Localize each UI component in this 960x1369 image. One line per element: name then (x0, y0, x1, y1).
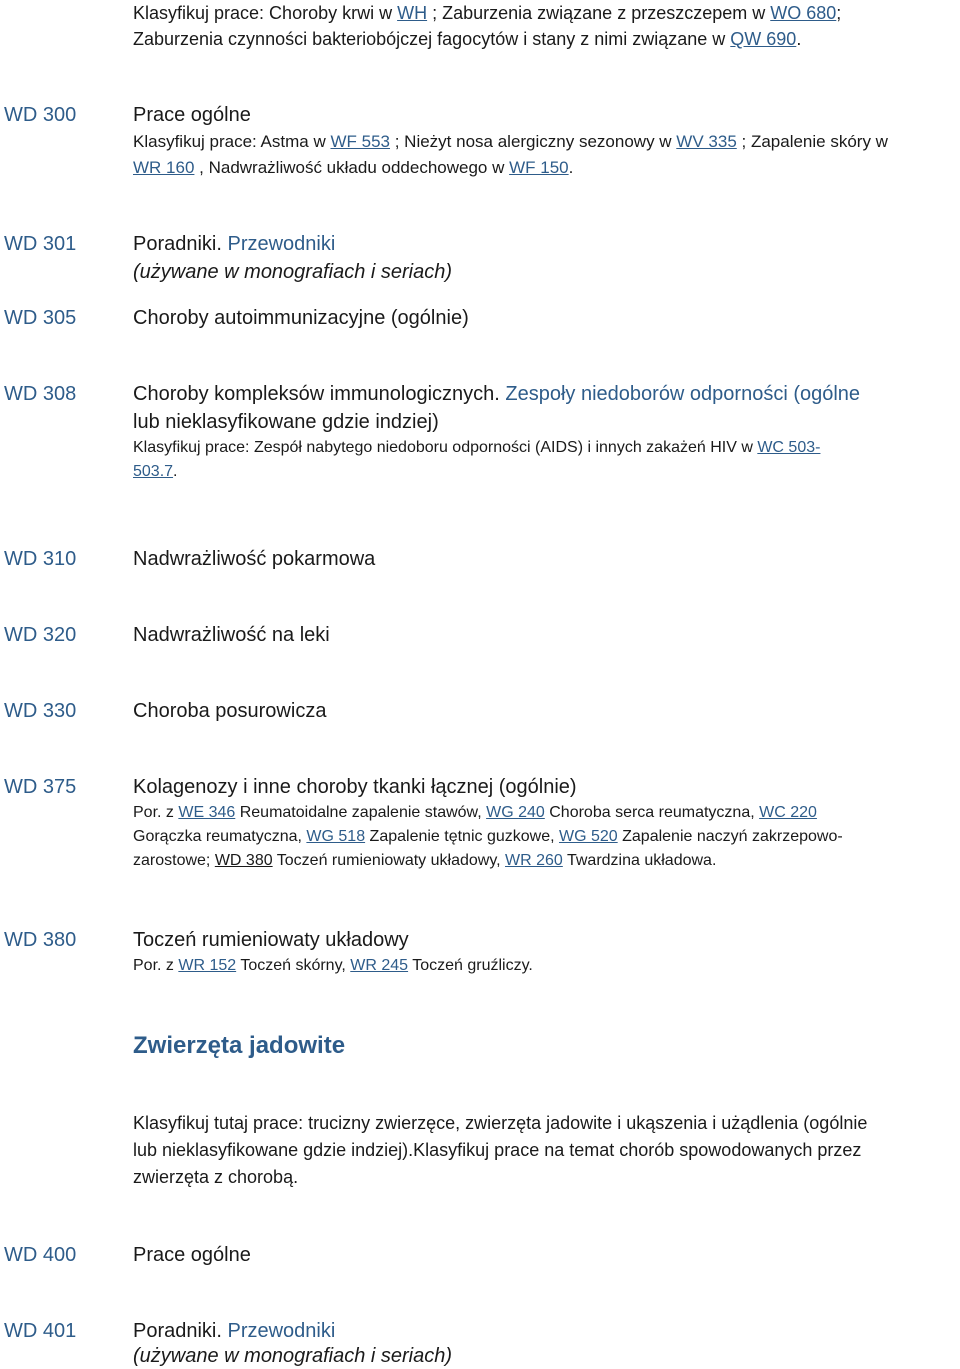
link-wh[interactable]: WH (397, 3, 428, 23)
class-code-wd375: WD 375 (4, 776, 77, 798)
section-heading: Zwierzęta jadowite (133, 1032, 346, 1059)
entry-wd400 (133, 1243, 958, 1267)
entry-wd380 (133, 928, 958, 978)
entry-wd300 (133, 103, 958, 181)
link-wo-680[interactable]: WO 680 (770, 3, 837, 23)
entry-title-line2: lub nieklasyfikowane gdzie indziej) (133, 411, 439, 433)
entry-note: Klasyfikuj prace: Astma w WF 553 ; Nieżyt nosa alergiczny sezonowy w WV 335 ; Zapalenie skóry w WR 160 , Nadwrażliwość układu oddechowego w WF 150. (133, 132, 888, 177)
entry-wd375 (133, 775, 958, 873)
note-text: Zaburzenia czynności bakteriobójczej fagocytów i stany z nimi związane w (133, 29, 731, 49)
entry-title: Poradniki. Przewodniki (133, 233, 336, 255)
link-wc-503-7[interactable]: 503.7 (133, 463, 174, 480)
entry-wd301 (133, 232, 958, 284)
class-code-wd310: WD 310 (4, 548, 77, 570)
note-line (133, 26, 958, 52)
link-wg-518[interactable]: WG 518 (306, 828, 366, 845)
entry-title: Prace ogólne (133, 1244, 251, 1266)
link-wd-380[interactable]: WD 380 (214, 852, 273, 869)
entry-wd401 (133, 1319, 958, 1368)
entry-title: Choroba posurowicza (133, 700, 327, 722)
link-wr-152[interactable]: WR 152 (178, 957, 237, 974)
link-wr-160[interactable]: WR 160 (133, 158, 195, 177)
link-we-346[interactable]: WE 346 (178, 804, 236, 821)
link-wc-220[interactable]: WC 220 (759, 804, 817, 821)
class-code-wd301: WD 301 (4, 233, 77, 255)
entry-title: Choroby autoimmunizacyjne (ogólnie) (133, 307, 469, 329)
link-wg-520[interactable]: WG 520 (558, 828, 618, 845)
entry-subtitle: (używane w monografiach i seriach) (133, 261, 453, 283)
link-qw-690[interactable]: QW 690 (730, 29, 797, 49)
section-description: Klasyfikuj tutaj prace: trucizny zwierzęce, zwierzęta jadowite i ukąszenia i użądlenia (ogólnie lub nieklasyfikowane gdzie indziej).Klasyfikuj prace na temat chorób spowodowanych przez zwierzęta z chorobą. (133, 1113, 868, 1187)
entry-title: Kolagenozy i inne choroby tkanki łącznej (ogólnie) (133, 776, 577, 798)
note-text: . (796, 29, 802, 49)
class-code-wd305: WD 305 (4, 307, 77, 329)
entry-wd310 (133, 547, 958, 571)
note-line (133, 0, 958, 26)
link-wf-553[interactable]: WF 553 (330, 132, 390, 151)
entry-note: Klasyfikuj prace: Zespół nabytego niedoboru odporności (AIDS) i innych zakażeń HIV w WC 503- 503.7. (133, 439, 821, 480)
entry-note: Por. z WR 152 Toczeń skórny, WR 245 Toczeń gruźliczy. (133, 957, 533, 974)
class-code-wd400: WD 400 (4, 1244, 77, 1266)
link-wf-150[interactable]: WF 150 (509, 158, 569, 177)
class-code-wd330: WD 330 (4, 700, 77, 722)
continuation-note (133, 0, 958, 52)
entry-title: Nadwrażliwość na leki (133, 624, 330, 646)
entry-wd330 (133, 699, 958, 723)
entry-wd305 (133, 306, 958, 330)
entry-title: Toczeń rumieniowaty układowy (133, 929, 409, 951)
entry-wd320 (133, 623, 958, 647)
entry-wd308 (133, 382, 958, 484)
entry-subtitle: (używane w monografiach i seriach) (133, 1345, 453, 1367)
class-code-wd300: WD 300 (4, 104, 77, 126)
class-code-wd380: WD 380 (4, 929, 77, 951)
note-text: ; Zaburzenia związane z przeszczepem w (427, 3, 771, 23)
link-wr-245[interactable]: WR 245 (350, 957, 409, 974)
entry-title: Poradniki. Przewodniki (133, 1320, 336, 1342)
entry-title: Choroby kompleksów immunologicznych. Zespoły niedoborów odporności (ogólne (133, 383, 861, 405)
note-text: ; (836, 3, 842, 23)
link-wc-503[interactable]: WC 503- (757, 439, 821, 456)
link-wg-240[interactable]: WG 240 (486, 804, 545, 821)
note-text: Klasyfikuj prace: Choroby krwi w (133, 3, 398, 23)
class-code-wd320: WD 320 (4, 624, 77, 646)
link-wv-335[interactable]: WV 335 (676, 132, 737, 151)
class-code-wd308: WD 308 (4, 383, 77, 405)
entry-title: Prace ogólne (133, 104, 251, 126)
entry-note: Por. z WE 346 Reumatoidalne zapalenie stawów, WG 240 Choroba serca reumatyczna, WC 220 Gorączka reumatyczna, WG 518 Zapalenie tętnic guzkowe, WG 520 Zapalenie naczyń zakrzepowo- zarostowe; WD 380 Toczeń rumieniowaty układowy, WR 260 Twardzina układowa. (133, 804, 843, 869)
entry-title: Nadwrażliwość pokarmowa (133, 548, 376, 570)
link-wr-260[interactable]: WR 260 (505, 852, 563, 869)
class-code-wd401: WD 401 (4, 1320, 77, 1342)
